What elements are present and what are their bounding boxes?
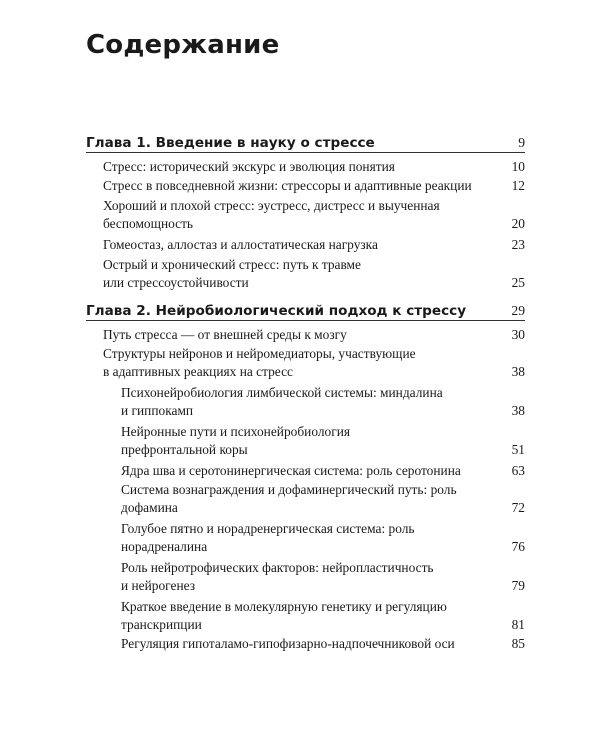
page-number: 79	[511, 578, 525, 593]
page-number: 85	[511, 636, 525, 651]
page-number: 23	[511, 237, 525, 252]
toc-subsection[interactable]	[121, 481, 525, 517]
page-number: 10	[511, 159, 525, 174]
toc-chapter-2[interactable]	[86, 302, 525, 320]
section-title: Хороший и плохой стресс: эустресс, дистресс и выученная беспомощность	[103, 198, 440, 231]
page-number: 76	[511, 539, 525, 554]
section-title: Стресс: исторический экскурс и эволюция понятия	[103, 159, 395, 174]
section-title: Стресс в повседневной жизни: стрессоры и адаптивные реакции	[103, 178, 472, 193]
section-title: Путь стресса — от внешней среды к мозгу	[103, 327, 347, 342]
section-title: Гомеостаз, аллостаз и аллостатическая нагрузка	[103, 237, 378, 252]
page-number: 63	[511, 463, 525, 478]
page-number: 72	[511, 500, 525, 515]
subsection-title: Нейронные пути и психонейробиология префронтальной коры	[121, 424, 351, 457]
subsection-title: Голубое пятно и норадренергическая система: роль норадреналина	[121, 521, 415, 554]
toc-subsection[interactable]	[121, 598, 525, 634]
subsection-title: Психонейробиология лимбической системы: миндалина и гиппокамп	[121, 385, 443, 418]
page-number: 51	[511, 442, 525, 457]
toc-section[interactable]	[103, 158, 525, 176]
chapter-title: Глава 2. Нейробиологический подход к стрессу	[86, 303, 467, 319]
page-number: 20	[511, 216, 525, 231]
page-number: 12	[511, 178, 525, 193]
toc-chapter-1[interactable]	[86, 134, 525, 152]
toc-section[interactable]	[103, 256, 525, 292]
page-number: 25	[511, 275, 525, 290]
subsection-title: Роль нейротрофических факторов: нейропластичность и нейрогенез	[121, 560, 434, 593]
subsection-title: Краткое введение в молекулярную генетику и регуляцию транскрипции	[121, 599, 447, 632]
toc-section[interactable]	[103, 345, 525, 381]
page-title: Содержание	[86, 30, 280, 60]
subsection-title: Система вознаграждения и дофаминергический путь: роль дофамина	[121, 482, 457, 515]
page-number: 29	[511, 303, 525, 318]
page-number: 38	[511, 364, 525, 379]
toc-section[interactable]	[103, 177, 525, 195]
toc-subsection[interactable]	[121, 384, 525, 420]
subsection-title: Ядра шва и серотонинергическая система: роль серотонина	[121, 463, 461, 478]
chapter-rule	[86, 152, 525, 153]
page-number: 9	[518, 135, 525, 150]
page-number: 30	[511, 327, 525, 342]
toc-section[interactable]	[103, 197, 525, 233]
chapter-rule	[86, 320, 525, 321]
toc-subsection[interactable]	[121, 462, 525, 480]
toc-section[interactable]	[103, 326, 525, 344]
chapter-title: Глава 1. Введение в науку о стрессе	[86, 135, 375, 151]
toc-section[interactable]	[103, 236, 525, 254]
section-title: Острый и хронический стресс: путь к травме или стрессоустойчивости	[103, 257, 361, 290]
toc-subsection[interactable]	[121, 423, 525, 459]
page-number: 81	[511, 617, 525, 632]
page-number: 38	[511, 403, 525, 418]
subsection-title: Регуляция гипоталамо-гипофизарно-надпочечниковой оси	[121, 636, 455, 651]
toc-subsection[interactable]	[121, 520, 525, 556]
toc-subsection[interactable]	[121, 559, 525, 595]
toc-subsection[interactable]	[121, 635, 525, 653]
section-title: Структуры нейронов и нейромедиаторы, участвующие в адаптивных реакциях на стресс	[103, 346, 416, 379]
